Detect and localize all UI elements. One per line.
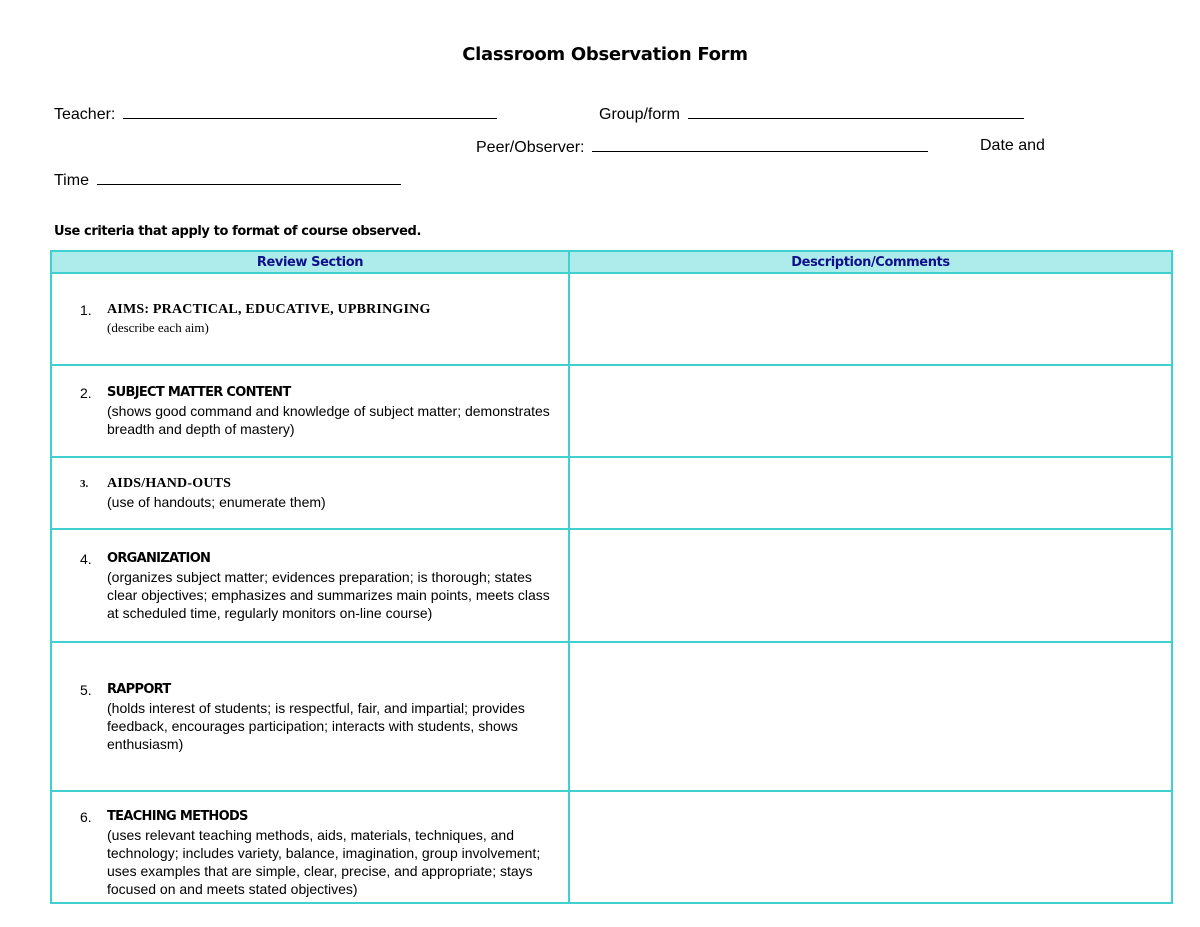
observer-input-line[interactable] (592, 137, 928, 152)
row-description: (organizes subject matter; evidences preparation; is thorough; states clear objectives; emphasizes and summarizes main points, meets class at scheduled time, regularly monitors on-line course) (107, 568, 550, 621)
row-description: (shows good command and knowledge of subject matter; demonstrates breadth and depth of mastery) (107, 403, 550, 437)
row-heading: AIMS: PRACTICAL, EDUCATIVE, UPBRINGING (107, 302, 431, 317)
table-row (51, 529, 1172, 642)
row-number: 4. (80, 550, 92, 567)
time-input-line[interactable] (97, 170, 401, 185)
table-row (51, 273, 1172, 365)
observer-label: Peer/Observer: (476, 139, 585, 156)
row-heading: RAPPORT (107, 681, 171, 697)
table-row (51, 457, 1172, 529)
date-label: Date and (980, 137, 1045, 154)
row-description: (uses relevant teaching methods, aids, materials, techniques, and technology; includes variety, balance, imagination, group involvement; uses examples that are simple, clear, precise, and appropriate; stays focused on and meets stated objectives) (107, 827, 541, 897)
observer-field (476, 137, 928, 157)
group-label: Group/form (599, 106, 680, 123)
review-section-cell (51, 457, 569, 529)
review-section-cell (51, 529, 569, 642)
row-description: (describe each aim) (107, 320, 209, 335)
header-description-comments: Description/Comments (569, 251, 1172, 273)
row-number: 1. (80, 302, 92, 318)
table-row (51, 365, 1172, 457)
time-label: Time (54, 172, 89, 189)
row-number: 3. (80, 478, 89, 490)
comments-cell[interactable] (569, 642, 1172, 791)
comments-cell[interactable] (569, 791, 1172, 903)
teacher-field (54, 104, 497, 124)
teacher-label: Teacher: (54, 106, 116, 123)
row-heading: TEACHING METHODS (107, 809, 248, 824)
comments-cell[interactable] (569, 273, 1172, 365)
teacher-input-line[interactable] (123, 104, 497, 119)
time-field (54, 170, 401, 190)
comments-cell[interactable] (569, 365, 1172, 457)
group-field (599, 104, 1024, 124)
row-description: (use of handouts; enumerate them) (107, 494, 326, 510)
review-section-cell (51, 642, 569, 791)
row-heading: SUBJECT MATTER CONTENT (107, 385, 291, 400)
date-field (980, 137, 1045, 155)
row-heading: AIDS/HAND-OUTS (107, 476, 232, 491)
table-row (51, 791, 1172, 903)
page-title: Classroom Observation Form (462, 44, 748, 65)
header-review-section: Review Section (51, 251, 569, 273)
review-section-cell (51, 273, 569, 365)
instruction-text: Use criteria that apply to format of course observed. (54, 224, 421, 239)
table-row (51, 642, 1172, 791)
row-description: (holds interest of students; is respectful, fair, and impartial; provides feedback, encourages participation; interacts with students, shows enthusiasm) (107, 699, 525, 752)
table-header-row (51, 251, 1172, 273)
comments-cell[interactable] (569, 457, 1172, 529)
row-number: 2. (80, 385, 92, 401)
observation-table (50, 250, 1173, 904)
review-section-cell (51, 791, 569, 903)
review-section-cell (51, 365, 569, 457)
row-heading: ORGANIZATION (107, 550, 211, 566)
comments-cell[interactable] (569, 529, 1172, 642)
row-number: 6. (80, 809, 92, 825)
group-input-line[interactable] (688, 104, 1024, 119)
row-number: 5. (80, 681, 92, 698)
